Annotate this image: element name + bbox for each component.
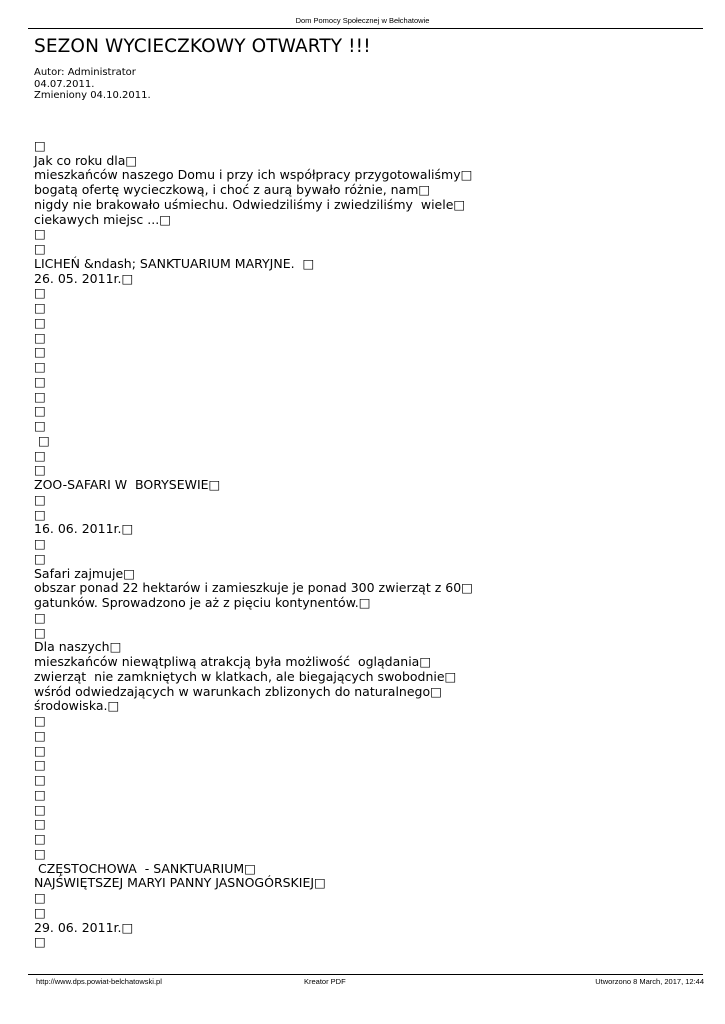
content-line: □ [34, 624, 46, 640]
content-line: wśród odwiedzających w warunkach zblizonych do naturalnego□ [34, 683, 442, 699]
content-line: zwierząt nie zamkniętych w klatkach, ale biegających swobodnie□ [34, 668, 457, 684]
content-line: 16. 06. 2011r.□ [34, 521, 134, 537]
content-line: □ [34, 831, 46, 846]
content-line: □ [34, 241, 46, 256]
header-divider [28, 28, 703, 29]
content-line: □ [34, 816, 46, 832]
content-line: □ [34, 462, 46, 478]
content-line: gatunków. Sprowadzono je aż z pięciu kontynentów.□ [34, 595, 371, 610]
content-line: □ [34, 772, 46, 787]
content-line: mieszkańców naszego Domu i przy ich współpracy przygotowaliśmy□ [34, 167, 473, 183]
content-line: CZĘSTOCHOWA - SANKTUARIUM□ [34, 860, 256, 876]
content-line: □ [34, 890, 46, 905]
content-line: 26. 05. 2011r.□ [34, 270, 134, 286]
content-line: □ [34, 418, 46, 433]
content-line: bogatą ofertę wycieczkową, i choć z aurą bywało różnie, nam□ [34, 182, 431, 197]
content-line: □ [34, 137, 46, 153]
content-line: Safari zajmuje□ [34, 565, 136, 581]
content-line: nigdy nie brakowało uśmiechu. Odwiedziliśmy i zwiedziliśmy wiele□ [34, 196, 466, 212]
footer-created: Utworzono 8 March, 2017, 12:44 [595, 977, 704, 986]
article-body [34, 124, 473, 950]
author-line: Autor: Administrator [34, 67, 136, 78]
footer-url: http://www.dps.powiat-belchatowski.pl [36, 977, 162, 986]
content-line: □ [34, 285, 46, 301]
content-line: □ [34, 742, 46, 758]
content-line: □ [34, 491, 46, 507]
content-line: □ [34, 550, 46, 566]
article-meta [34, 67, 151, 102]
content-line: ciekawych miejsc ...□ [34, 211, 172, 227]
content-line: □ [34, 506, 46, 522]
footer-divider [28, 974, 703, 975]
content-line: □ [34, 373, 46, 389]
content-line: □ [34, 432, 50, 448]
content-line: □ [34, 786, 46, 802]
content-line: 29. 06. 2011r.□ [34, 919, 134, 935]
content-line: Jak co roku dla□ [34, 152, 138, 168]
publish-date: 04.07.2011. [34, 78, 95, 90]
content-line: NAJŚWIĘTSZEJ MARYI PANNY JASNOGÓRSKIEJ□ [34, 875, 326, 891]
content-line: □ [34, 536, 46, 551]
content-line: □ [34, 727, 46, 743]
content-line: □ [34, 845, 46, 861]
modified-date: Zmieniony 04.10.2011. [34, 90, 151, 101]
content-line: □ [34, 300, 46, 315]
content-line: □ [34, 359, 46, 374]
content-line: □ [34, 904, 46, 920]
content-line: □ [34, 801, 46, 817]
content-line: ZOO-SAFARI W BORYSEWIE□ [34, 477, 221, 492]
content-line: □ [34, 609, 46, 625]
content-line: obszar ponad 22 hektarów i zamieszkuje je ponad 300 zwierząt z 60□ [34, 580, 473, 596]
content-line [34, 124, 473, 139]
content-line: mieszkańców niewątpliwą atrakcją była możliwość oglądania□ [34, 654, 432, 669]
content-line: □ [34, 329, 46, 345]
content-line: □ [34, 447, 46, 463]
content-line: □ [34, 757, 46, 773]
content-line: □ [34, 403, 46, 419]
content-line: □ [34, 226, 46, 242]
content-line: LICHEŃ &ndash; SANKTUARIUM MARYJNE. □ [34, 255, 315, 271]
page-header: Dom Pomocy Społecznej w Bełchatowie [295, 16, 430, 25]
content-line: □ [34, 344, 46, 360]
content-line: Dla naszych□ [34, 639, 122, 655]
content-line: □ [34, 314, 46, 330]
footer-generator: Kreator PDF [304, 977, 346, 986]
content-line: □ [34, 934, 46, 950]
article-title: SEZON WYCIECZKOWY OTWARTY !!! [34, 36, 371, 57]
content-line: □ [34, 713, 46, 728]
content-line: □ [34, 388, 46, 404]
content-line: środowiska.□ [34, 698, 120, 714]
